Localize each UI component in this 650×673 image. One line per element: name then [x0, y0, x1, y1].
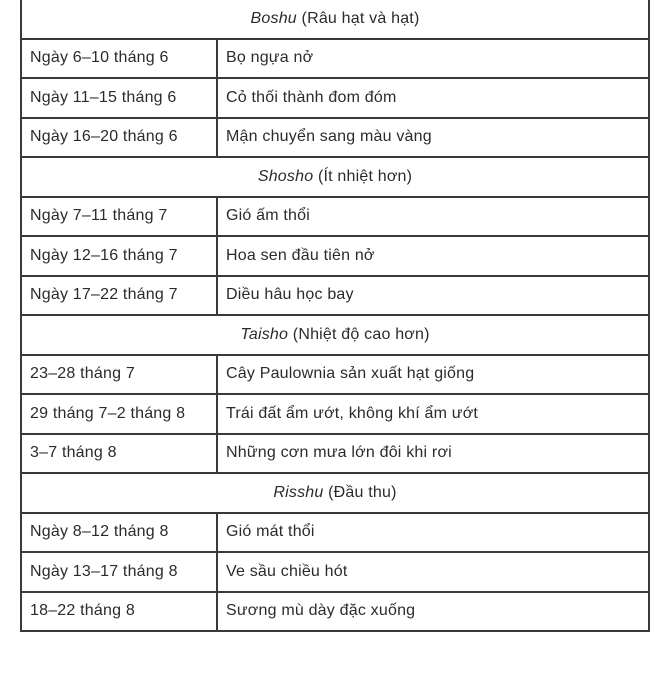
- event-cell: Hoa sen đầu tiên nở: [217, 236, 649, 276]
- event-cell: Ve sầu chiều hót: [217, 552, 649, 592]
- table-row: [21, 394, 649, 434]
- table-row: [21, 39, 649, 79]
- event-cell: Gió mát thổi: [217, 513, 649, 553]
- date-cell: Ngày 7–11 tháng 7: [21, 197, 217, 237]
- date-cell: Ngày 6–10 tháng 6: [21, 39, 217, 79]
- table-row: [21, 197, 649, 237]
- section-name: Taisho: [240, 325, 289, 343]
- section-header-row: [21, 157, 649, 197]
- table-row: [21, 592, 649, 632]
- date-cell: Ngày 13–17 tháng 8: [21, 552, 217, 592]
- table-row: [21, 434, 649, 474]
- date-cell: 18–22 tháng 8: [21, 592, 217, 632]
- event-cell: Bọ ngựa nở: [217, 39, 649, 79]
- section-name: Risshu: [273, 483, 324, 501]
- table-row: [21, 355, 649, 395]
- date-cell: 3–7 tháng 8: [21, 434, 217, 474]
- section-header-row: [21, 315, 649, 355]
- season-table: [20, 0, 650, 632]
- table-row: [21, 552, 649, 592]
- table-row: [21, 513, 649, 553]
- date-cell: Ngày 8–12 tháng 8: [21, 513, 217, 553]
- date-cell: Ngày 17–22 tháng 7: [21, 276, 217, 316]
- date-cell: Ngày 16–20 tháng 6: [21, 118, 217, 158]
- table-row: [21, 236, 649, 276]
- section-title: [21, 157, 649, 197]
- section-description: (Ít nhiệt hơn): [313, 167, 413, 185]
- date-cell: Ngày 12–16 tháng 7: [21, 236, 217, 276]
- event-cell: Diều hâu học bay: [217, 276, 649, 316]
- event-cell: Trái đất ẩm ướt, không khí ẩm ướt: [217, 394, 649, 434]
- table-row: [21, 78, 649, 118]
- event-cell: Gió ấm thổi: [217, 197, 649, 237]
- section-header-row: [21, 473, 649, 513]
- event-cell: Mận chuyển sang màu vàng: [217, 118, 649, 158]
- section-name: Boshu: [250, 9, 297, 27]
- section-description: (Nhiệt độ cao hơn): [288, 325, 430, 343]
- date-cell: 23–28 tháng 7: [21, 355, 217, 395]
- section-title: [21, 0, 649, 39]
- section-header-row: [21, 0, 649, 39]
- table-row: [21, 276, 649, 316]
- section-description: (Râu hạt và hạt): [296, 9, 420, 27]
- event-cell: Những cơn mưa lớn đôi khi rơi: [217, 434, 649, 474]
- section-title: [21, 315, 649, 355]
- section-name: Shosho: [257, 167, 314, 185]
- season-table-container: [20, 0, 648, 632]
- section-title: [21, 473, 649, 513]
- event-cell: Cây Paulownia sản xuất hạt giống: [217, 355, 649, 395]
- date-cell: 29 tháng 7–2 tháng 8: [21, 394, 217, 434]
- event-cell: Cỏ thối thành đom đóm: [217, 78, 649, 118]
- event-cell: Sương mù dày đặc xuống: [217, 592, 649, 632]
- section-description: (Đầu thu): [323, 483, 397, 501]
- table-row: [21, 118, 649, 158]
- date-cell: Ngày 11–15 tháng 6: [21, 78, 217, 118]
